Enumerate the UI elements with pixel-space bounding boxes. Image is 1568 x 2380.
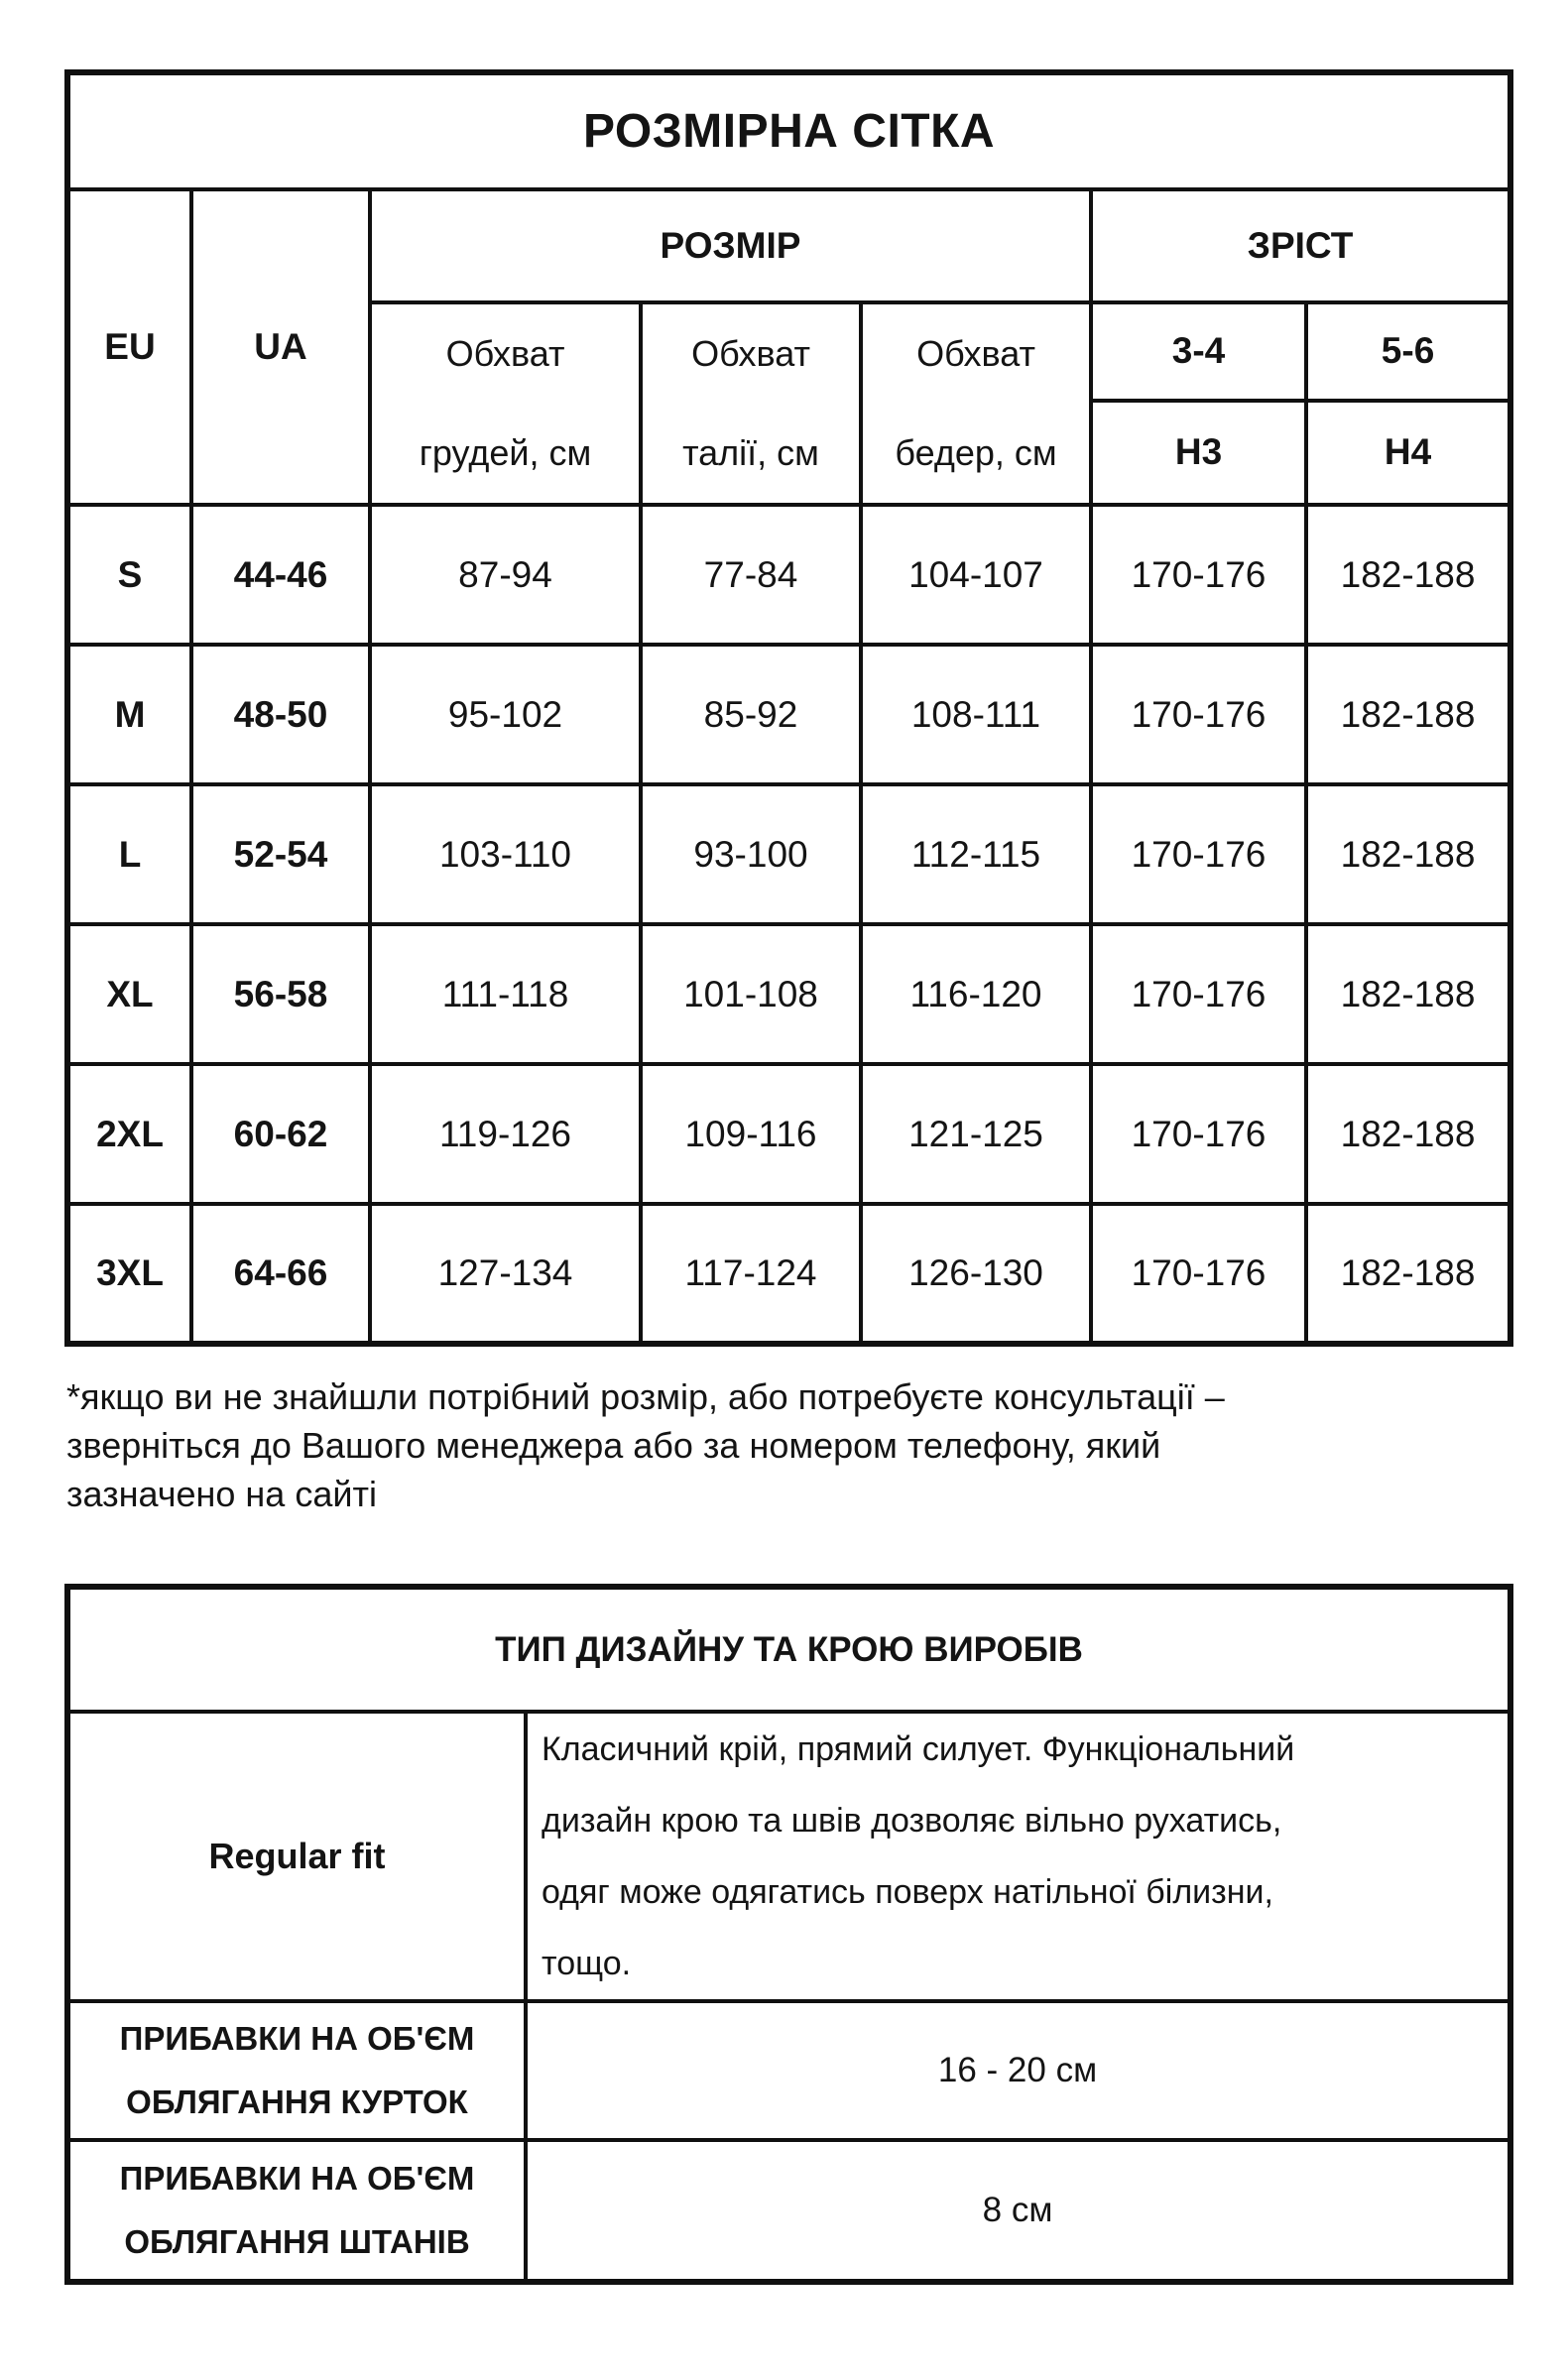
eu-size-cell: 2XL <box>67 1064 191 1204</box>
fit-description-line: тощо. <box>542 1945 632 1982</box>
design-fit-row <box>67 1712 1510 2001</box>
group-header-height: ЗРІСТ <box>1091 189 1510 302</box>
ua-size-cell: 60-62 <box>191 1064 370 1204</box>
hips-cell: 104-107 <box>861 505 1091 645</box>
subheader-hips-line2: бедер, см <box>895 432 1057 473</box>
hips-cell: 112-115 <box>861 784 1091 924</box>
chest-cell: 127-134 <box>370 1204 641 1344</box>
waist-cell: 77-84 <box>641 505 861 645</box>
chest-cell: 95-102 <box>370 645 641 784</box>
eu-size-cell: M <box>67 645 191 784</box>
pants-value: 8 см <box>526 2140 1510 2282</box>
size-row <box>67 924 1510 1064</box>
subheader-chest <box>370 302 641 505</box>
design-table-title: ТИП ДИЗАЙНУ ТА КРОЮ ВИРОБІВ <box>67 1587 1510 1712</box>
column-header-ua: UA <box>191 189 370 505</box>
column-header-eu: EU <box>67 189 191 505</box>
subheader-hips <box>861 302 1091 505</box>
footnote-line: зверніться до Вашого менеджера або за номером телефону, який <box>66 1425 1161 1466</box>
height-h4-cell: 182-188 <box>1306 1064 1510 1204</box>
age-header-5-6: 5-6 <box>1306 302 1510 401</box>
footnote <box>66 1372 1508 1518</box>
waist-cell: 101-108 <box>641 924 861 1064</box>
height-code-h3: Н3 <box>1091 401 1306 505</box>
hips-cell: 126-130 <box>861 1204 1091 1344</box>
size-table-title-row <box>67 72 1510 189</box>
height-h3-cell: 170-176 <box>1091 505 1306 645</box>
size-row <box>67 645 1510 784</box>
subheader-waist-line2: талії, см <box>682 432 819 473</box>
design-table-title-row <box>67 1587 1510 1712</box>
ua-size-cell: 44-46 <box>191 505 370 645</box>
eu-size-cell: S <box>67 505 191 645</box>
hips-cell: 116-120 <box>861 924 1091 1064</box>
footnote-line: *якщо ви не знайшли потрібний розмір, або потребуєте консультації – <box>66 1376 1225 1417</box>
fit-description-line: одяг може одягатись поверх натільної білизни, <box>542 1873 1273 1911</box>
jackets-value: 16 - 20 см <box>526 2001 1510 2140</box>
pants-allowance-row <box>67 2140 1510 2282</box>
chest-cell: 87-94 <box>370 505 641 645</box>
subheader-hips-line1: Обхват <box>916 333 1035 374</box>
jackets-allowance-row <box>67 2001 1510 2140</box>
size-row <box>67 784 1510 924</box>
subheader-waist <box>641 302 861 505</box>
footnote-line: зазначено на сайті <box>66 1474 377 1514</box>
height-h3-cell: 170-176 <box>1091 784 1306 924</box>
subheader-chest-line1: Обхват <box>445 333 565 374</box>
group-header-size: РОЗМІР <box>370 189 1091 302</box>
height-code-h4: Н4 <box>1306 401 1510 505</box>
height-h3-cell: 170-176 <box>1091 1204 1306 1344</box>
waist-cell: 109-116 <box>641 1064 861 1204</box>
size-row <box>67 1064 1510 1204</box>
subheader-chest-line2: грудей, см <box>419 432 592 473</box>
size-row <box>67 1204 1510 1344</box>
height-h4-cell: 182-188 <box>1306 784 1510 924</box>
waist-cell: 85-92 <box>641 645 861 784</box>
design-table <box>64 1584 1513 2285</box>
eu-size-cell: 3XL <box>67 1204 191 1344</box>
chest-cell: 119-126 <box>370 1064 641 1204</box>
height-h4-cell: 182-188 <box>1306 1204 1510 1344</box>
fit-description-line: дизайн крою та швів дозволяє вільно рухатись, <box>542 1802 1282 1840</box>
jackets-label: ПРИБАВКИ НА ОБ'ЄМ ОБЛЯГАННЯ КУРТОК <box>67 2001 526 2140</box>
height-h3-cell: 170-176 <box>1091 924 1306 1064</box>
ua-size-cell: 64-66 <box>191 1204 370 1344</box>
ua-size-cell: 52-54 <box>191 784 370 924</box>
size-row <box>67 505 1510 645</box>
eu-size-cell: XL <box>67 924 191 1064</box>
height-h4-cell: 182-188 <box>1306 924 1510 1064</box>
ua-size-cell: 56-58 <box>191 924 370 1064</box>
age-header-3-4: 3-4 <box>1091 302 1306 401</box>
fit-label: Regular fit <box>67 1712 526 2001</box>
height-h3-cell: 170-176 <box>1091 645 1306 784</box>
hips-cell: 108-111 <box>861 645 1091 784</box>
subheader-waist-line1: Обхват <box>691 333 810 374</box>
chest-cell: 103-110 <box>370 784 641 924</box>
ua-size-cell: 48-50 <box>191 645 370 784</box>
size-table <box>64 69 1513 1347</box>
fit-description-line: Класичний крій, прямий силует. Функціональний <box>542 1730 1295 1768</box>
height-h4-cell: 182-188 <box>1306 645 1510 784</box>
waist-cell: 93-100 <box>641 784 861 924</box>
size-table-group-header-row <box>67 189 1510 302</box>
pants-label: ПРИБАВКИ НА ОБ'ЄМ ОБЛЯГАННЯ ШТАНІВ <box>67 2140 526 2282</box>
height-h3-cell: 170-176 <box>1091 1064 1306 1204</box>
chest-cell: 111-118 <box>370 924 641 1064</box>
waist-cell: 117-124 <box>641 1204 861 1344</box>
hips-cell: 121-125 <box>861 1064 1091 1204</box>
eu-size-cell: L <box>67 784 191 924</box>
fit-description <box>526 1712 1510 2001</box>
size-table-title: РОЗМІРНА СІТКА <box>67 72 1510 189</box>
height-h4-cell: 182-188 <box>1306 505 1510 645</box>
